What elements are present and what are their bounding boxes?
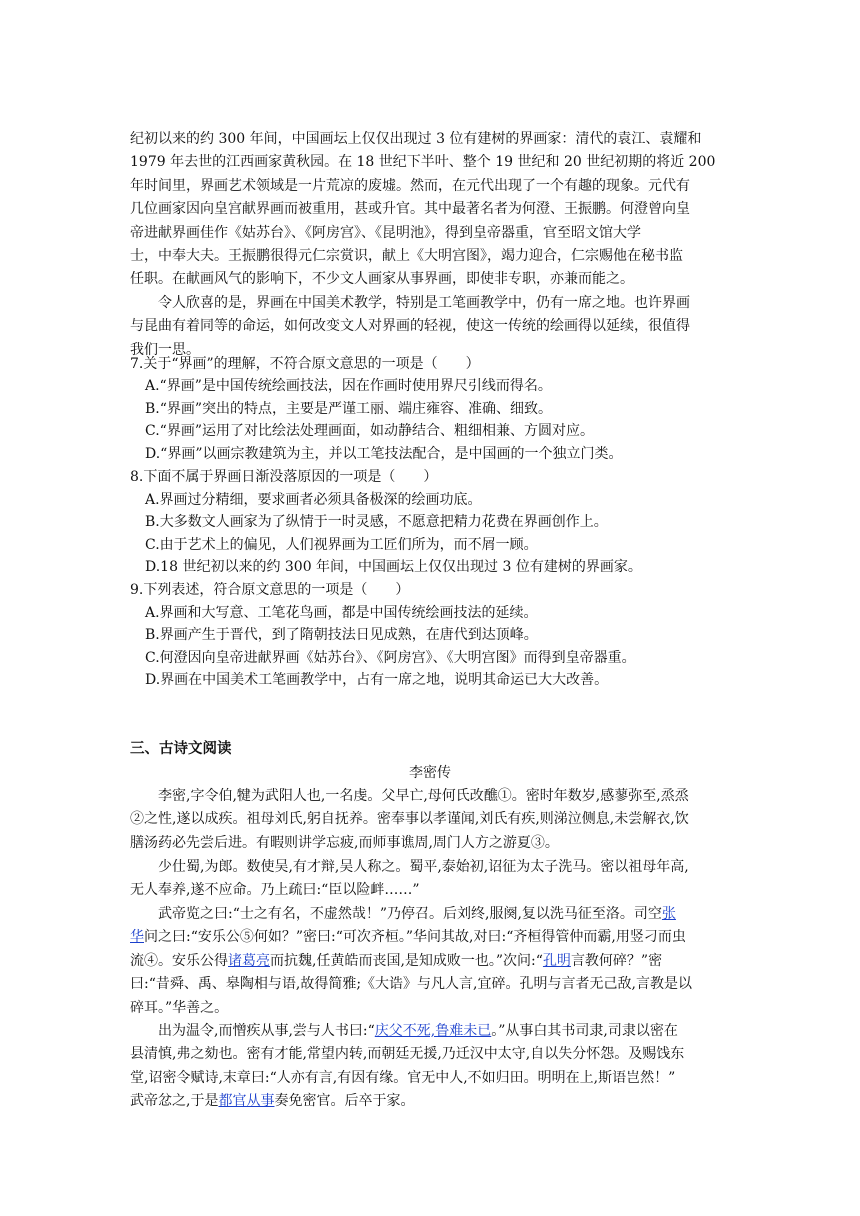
essay-line bbox=[130, 926, 730, 949]
link-zhugeliang[interactable]: 诸葛亮 bbox=[228, 952, 270, 969]
link-zhanghua-continued[interactable]: 华 bbox=[130, 929, 144, 946]
essay-title: 李密传 bbox=[409, 765, 451, 781]
essay-text: 奏免密官。后卒于家。 bbox=[274, 1093, 415, 1110]
essay-text: 武帝览之曰:“士之有名，不虚然哉！”乃停召。后刘终,服阕,复以洗马征至洛。司空 bbox=[158, 906, 662, 922]
question-8-option-d: D.18 世纪初以来的约 300 年间，中国画坛上仅仅出现过 3 位有建树的界画家。 bbox=[145, 559, 642, 575]
essay-line bbox=[130, 1090, 730, 1113]
essay-text: 而抗魏,任黄皓而丧国,是知成败一也。”次问:“ bbox=[270, 952, 543, 969]
passage-line: 1979 年去世的江西画家黄秋园。在 18 世纪下半叶、整个 19 世纪和 20 世纪初期的将近 200 bbox=[130, 154, 716, 171]
essay-line: 堂,诏密令赋诗,末章曰:“人亦有言,有因有缘。官无中人,不如归田。明明在上,斯语岂然！” bbox=[130, 1069, 676, 1086]
section-heading: 三、古诗文阅读 bbox=[130, 741, 232, 757]
question-7-option-c: C.“界画”运用了对比绘法处理画面，如动静结合、粗细相兼、方圆对应。 bbox=[145, 423, 594, 439]
essay-paragraph-3 bbox=[130, 903, 730, 1020]
question-7-stem: 7.关于“界画”的理解，不符合原文意思的一项是（ ） bbox=[130, 356, 480, 372]
essay-line: 无人奉养,遂不应命。乃上疏曰:“臣以险衅……” bbox=[130, 882, 420, 899]
passage-line: 年时间里，界画艺术领域是一片荒凉的废墟。然而，在元代出现了一个有趣的现象。元代有 bbox=[130, 177, 690, 194]
essay-line: ②之性,遂以成疾。祖母刘氏,躬自抚养。密奉事以孝谨闻,刘氏有疾,则涕泣侧息,未尝解衣,饮 bbox=[130, 811, 689, 828]
link-duguan[interactable]: 都官从事 bbox=[218, 1093, 275, 1110]
passage-line: 几位画家因向皇宫献界画而被重用，甚或升官。其中最著名者为何澄、王振鹏。何澄曾向皇 bbox=[130, 201, 690, 218]
essay-line: 碎耳。”华善之。 bbox=[130, 999, 229, 1016]
essay-paragraph-2 bbox=[130, 856, 730, 903]
passage-line: 帝进献界画佳作《姑苏台》、《阿房宫》、《昆明池》，得到皇帝器重，官至昭文馆大学 bbox=[130, 224, 641, 241]
question-9-option-b: B.界画产生于晋代，到了隋朝技法日见成熟，在唐代到达顶峰。 bbox=[145, 627, 538, 643]
link-qingfu[interactable]: 庆父不死,鲁难未已 bbox=[374, 1023, 492, 1039]
question-8-option-b: B.大多数文人画家为了纵情于一时灵感，不愿意把精力花费在界画创作上。 bbox=[145, 514, 608, 530]
passage-line: 令人欣喜的是，界画在中国美术教学，特别是工笔画教学中，仍有一席之地。也许界画 bbox=[158, 295, 690, 311]
essay-line bbox=[130, 903, 730, 926]
passage-line: 士，中奉大夫。王振鹏很得元仁宗赏识，献上《大明宫图》，竭力迎合，仁宗赐他在秘书监 bbox=[130, 248, 683, 265]
passage-line: 我们一思。 bbox=[130, 341, 200, 358]
question-8-option-a: A.界画过分精细，要求画者必须具备极深的绘画功底。 bbox=[145, 492, 482, 508]
essay-line: 膳汤药必先尝后进。有暇则讲学忘疲,而师事谯周,周门人方之游夏③。 bbox=[130, 834, 559, 851]
passage-line: 任职。在献画风气的影响下，不少文人画家从事界画，即使非专职，亦兼而能之。 bbox=[130, 271, 634, 288]
link-kongming[interactable]: 孔明 bbox=[542, 952, 571, 969]
question-8-option-c: C.由于艺术上的偏见，人们视界画为工匠们所为，而不屑一顾。 bbox=[145, 537, 538, 553]
passage-line: 纪初以来的约 300 年间，中国画坛上仅仅出现过 3 位有建树的界画家：清代的袁江、袁耀和 bbox=[130, 131, 702, 147]
question-9-option-c: C.何澄因向皇帝进献界画《姑苏台》、《阿房宫》、《大明宫图》而得到皇帝器重。 bbox=[145, 650, 636, 666]
essay-text: 流④。安乐公得 bbox=[130, 952, 228, 969]
essay-line: 少仕蜀,为郎。数使吴,有才辩,吴人称之。蜀平,泰始初,诏征为太子洗马。密以祖母年高, bbox=[158, 859, 689, 875]
question-7-option-a: A.“界画”是中国传统绘画技法，因在作画时使用界尺引线而得名。 bbox=[145, 378, 552, 394]
essay-line bbox=[130, 950, 730, 973]
passage-paragraph-2 bbox=[130, 292, 730, 362]
essay-line: 县清慎,弗之劾也。密有才能,常望内转,而朝廷无援,乃迁汉中太守,自以失分怀怨。及赐饯东 bbox=[130, 1046, 685, 1063]
essay-text: 。”从事白其书司隶,司隶以密在 bbox=[491, 1023, 678, 1039]
essay-text: 武帝忿之,于是 bbox=[130, 1093, 219, 1110]
passage-line: 与昆曲有着同等的命运，如何改变文人对界画的轻视，使这一传统的绘画得以延续，很值得 bbox=[130, 318, 690, 335]
essay-text: 言教何碎？”密 bbox=[570, 952, 663, 969]
question-9-stem: 9.下列表述，符合原文意思的一项是（ ） bbox=[130, 582, 410, 598]
essay-line bbox=[130, 1020, 730, 1043]
question-8-stem: 8.下面不属于界画日渐没落原因的一项是（ ） bbox=[130, 469, 438, 485]
essay-paragraph-1 bbox=[130, 785, 730, 855]
passage-paragraph-1 bbox=[130, 128, 730, 292]
essay-line: 李密,字令伯,犍为武阳人也,一名虔。父早亡,母何氏改醮①。密时年数岁,感蓼弥至,烝烝 bbox=[158, 788, 689, 804]
question-9-option-a: A.界画和大写意、工笔花鸟画，都是中国传统绘画技法的延续。 bbox=[145, 605, 538, 621]
essay-paragraph-4 bbox=[130, 1020, 730, 1114]
question-9-option-d: D.界画在中国美术工笔画教学中，占有一席之地，说明其命运已大大改善。 bbox=[145, 672, 609, 688]
link-zhanghua[interactable]: 张 bbox=[661, 906, 676, 922]
essay-text: 出为温令,而憎疾从事,尝与人书曰:“ bbox=[158, 1023, 375, 1039]
essay-text: 问之曰:“安乐公⑤何如？”密曰:“可次齐桓。”华问其故,对曰:“齐桓得管仲而霸,用竖刁而虫 bbox=[144, 929, 686, 946]
question-7-option-d: D.“界画”以画宗教建筑为主，并以工笔技法配合，是中国画的一个独立门类。 bbox=[145, 446, 623, 462]
question-7-option-b: B.“界画”突出的特点，主要是严谨工丽、端庄雍容、准确、细致。 bbox=[145, 401, 553, 417]
essay-line: 曰:“昔舜、禹、皋陶相与语,故得简雅;《大诰》与凡人言,宜碎。孔明与言者无己敌,言教是以 bbox=[130, 976, 692, 993]
